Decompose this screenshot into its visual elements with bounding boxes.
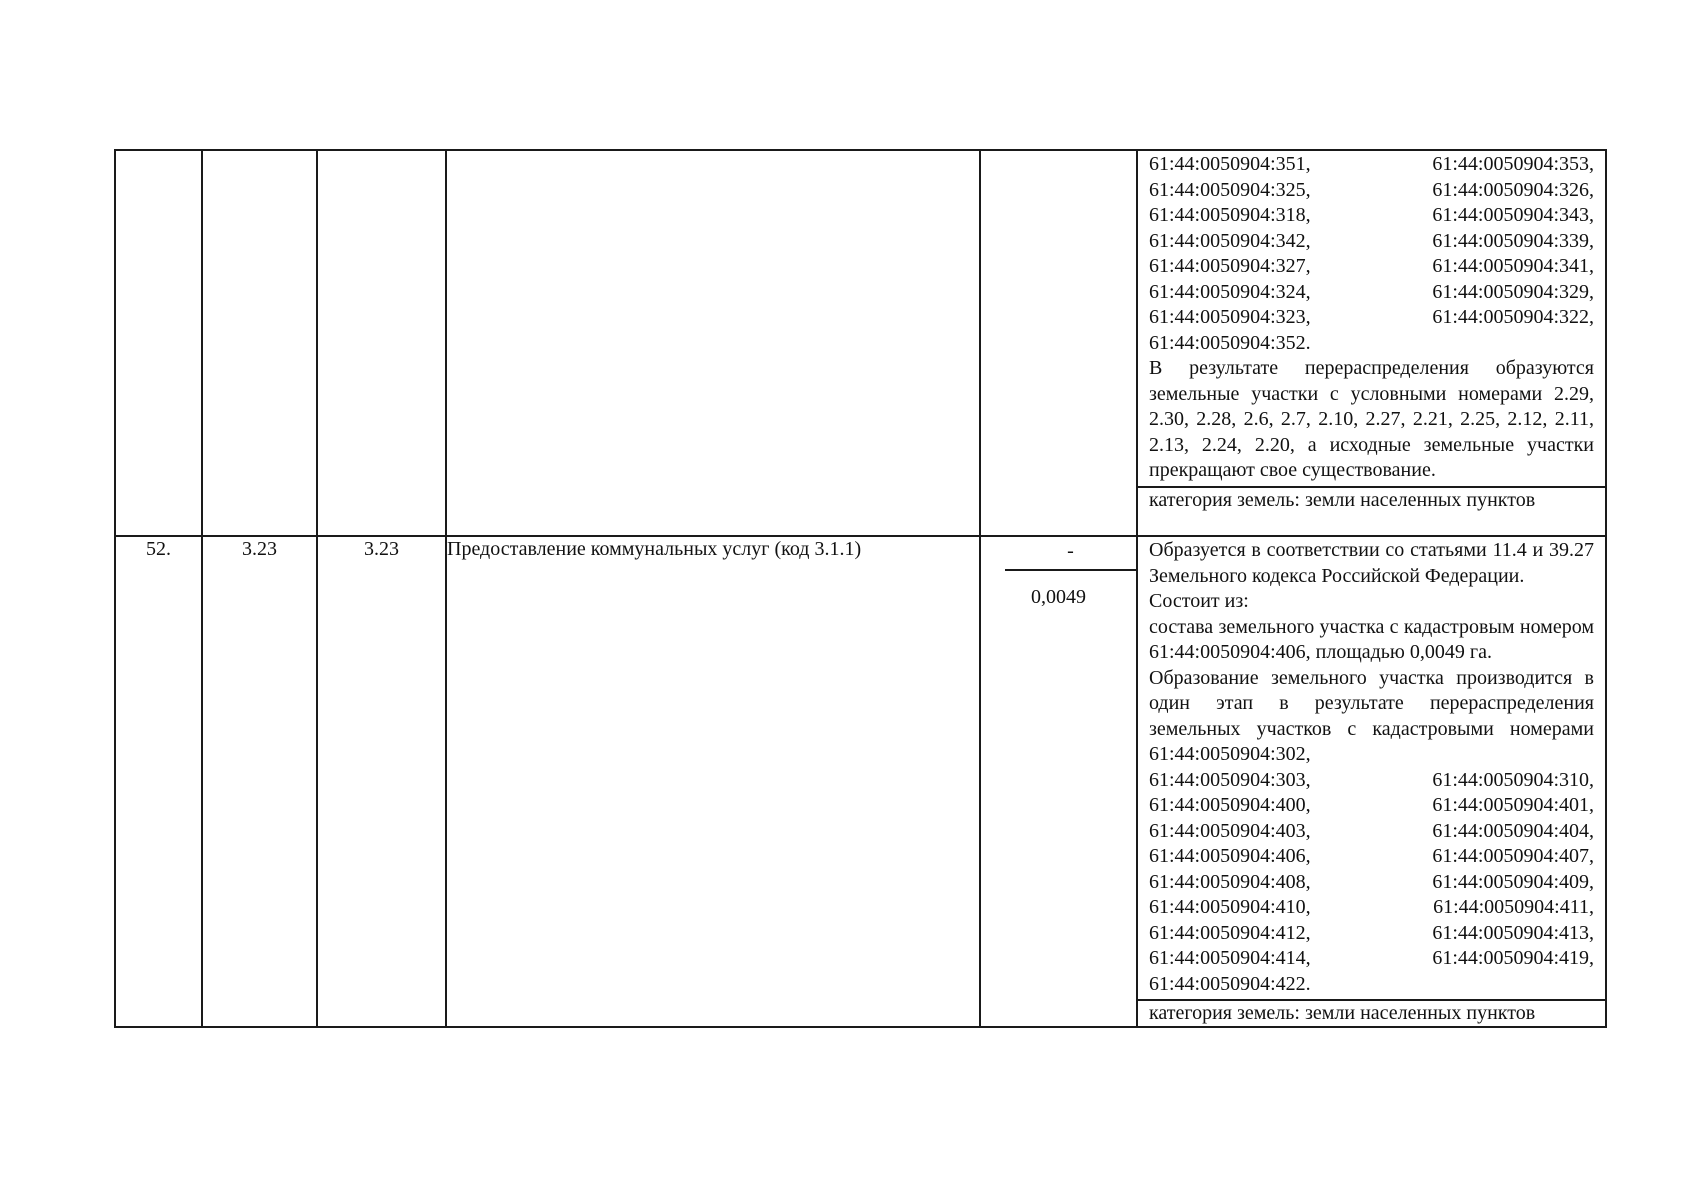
cadastral-number: 61:44:0050904:324, xyxy=(1149,280,1311,303)
cadastral-number: 61:44:0050904:327, xyxy=(1149,255,1311,277)
cadastral-number-pair xyxy=(1149,895,1594,921)
cadastral-number-list xyxy=(1149,152,1594,331)
cadastral-number: 61:44:0050904:342, xyxy=(1149,229,1311,252)
zone-number-cell: 3.23 xyxy=(202,536,317,1027)
cadastral-number-pair xyxy=(1149,819,1594,845)
cadastral-number-pair xyxy=(1149,305,1594,331)
row-number-cell: 52. xyxy=(115,536,202,1027)
cadastral-number-pair xyxy=(1149,229,1594,255)
cadastral-number: 61:44:0050904:406, xyxy=(1149,845,1311,867)
table-row-continuation xyxy=(115,150,1606,536)
cadastral-number: 61:44:0050904:403, xyxy=(1149,819,1311,842)
cadastral-number-pair xyxy=(1149,870,1594,896)
cadastral-number: 61:44:0050904:353, xyxy=(1432,153,1594,175)
cadastral-number: 61:44:0050904:408, xyxy=(1149,870,1311,893)
cadastral-number: 61:44:0050904:325, xyxy=(1149,178,1311,201)
cadastral-number-last: 61:44:0050904:352. xyxy=(1149,331,1311,354)
cadastral-number-pair xyxy=(1149,152,1594,178)
table-row-52 xyxy=(115,536,1606,1027)
cadastral-number: 61:44:0050904:310, xyxy=(1432,768,1594,791)
area-formed: 0,0049 xyxy=(1031,586,1086,608)
cadastral-number: 61:44:0050904:341, xyxy=(1432,255,1594,277)
cadastral-number: 61:44:0050904:343, xyxy=(1432,204,1594,226)
cadastral-number: 61:44:0050904:412, xyxy=(1149,921,1311,944)
description-cell xyxy=(1137,536,1606,1027)
description-cell xyxy=(1137,150,1606,536)
cadastral-number: 61:44:0050904:401, xyxy=(1432,794,1594,816)
cadastral-number: 61:44:0050904:339, xyxy=(1432,229,1594,252)
cadastral-number: 61:44:0050904:410, xyxy=(1149,896,1311,918)
cadastral-number: 61:44:0050904:411, xyxy=(1433,896,1594,918)
cadastral-number: 61:44:0050904:400, xyxy=(1149,794,1311,816)
cadastral-number-list xyxy=(1149,768,1594,972)
cadastral-number: 61:44:0050904:318, xyxy=(1149,204,1311,226)
cadastral-number: 61:44:0050904:404, xyxy=(1432,819,1594,842)
zone-number-cell xyxy=(202,150,317,536)
cadastral-number-pair xyxy=(1149,203,1594,229)
land-category: категория земель: земли населенных пунктов xyxy=(1138,999,1605,1026)
land-plots-table xyxy=(114,149,1607,1028)
cadastral-number-pair xyxy=(1149,178,1594,204)
formation-basis-text: Образуется в соответствии со статьями 11.4 и 39.27 Земельного кодекса Российской Федерации. xyxy=(1149,539,1594,587)
cadastral-number: 61:44:0050904:414, xyxy=(1149,947,1311,969)
permitted-use-cell: Предоставление коммунальных услуг (код 3.1.1) xyxy=(446,536,980,1027)
permitted-use-cell xyxy=(446,150,980,536)
lot-number-cell xyxy=(317,150,446,536)
cadastral-number-pair xyxy=(1149,768,1594,794)
cadastral-number: 61:44:0050904:407, xyxy=(1432,845,1594,867)
cadastral-number: 61:44:0050904:323, xyxy=(1149,306,1311,328)
area-cell xyxy=(980,150,1137,536)
consists-text: состава земельного участка с кадастровым номером 61:44:0050904:406, площадью 0,0049 га. xyxy=(1149,615,1594,663)
cadastral-number: 61:44:0050904:413, xyxy=(1432,921,1594,944)
formation-procedure-text: Образование земельного участка производится в один этап в результате перераспределения земельных участков с кадастровыми номерами 61:44:0050904:302, xyxy=(1149,666,1594,765)
lot-number-cell: 3.23 xyxy=(317,536,446,1027)
cadastral-number-pair xyxy=(1149,921,1594,947)
cadastral-number-pair xyxy=(1149,280,1594,306)
cadastral-number: 61:44:0050904:322, xyxy=(1432,306,1594,328)
consists-label: Состоит из: xyxy=(1149,590,1249,612)
area-cell xyxy=(980,536,1137,1027)
area-existing: - xyxy=(1005,537,1136,571)
cadastral-number: 61:44:0050904:303, xyxy=(1149,768,1311,791)
row-number-cell xyxy=(115,150,202,536)
redistribution-result-text: В результате перераспределения образуются земельные участки с условными номерами 2.29, 2.30, 2.28, 2.6, 2.7, 2.10, 2.27, 2.21, 2.25, 2.12, 2.11, 2.13, 2.24, 2.20, а исходные земельные участки прекращают свое существование. xyxy=(1149,357,1594,481)
description-text xyxy=(1138,151,1605,486)
land-category: категория земель: земли населенных пунктов xyxy=(1138,486,1605,513)
cadastral-number: 61:44:0050904:409, xyxy=(1432,870,1594,893)
cadastral-number: 61:44:0050904:419, xyxy=(1432,947,1594,969)
cadastral-number-pair xyxy=(1149,844,1594,870)
cadastral-number-pair xyxy=(1149,793,1594,819)
cadastral-number: 61:44:0050904:351, xyxy=(1149,153,1311,175)
cadastral-number-last: 61:44:0050904:422. xyxy=(1149,972,1311,995)
cadastral-number-pair xyxy=(1149,254,1594,280)
cadastral-number: 61:44:0050904:329, xyxy=(1432,280,1594,303)
cadastral-number-pair xyxy=(1149,946,1594,972)
description-text xyxy=(1138,537,1605,999)
cadastral-number: 61:44:0050904:326, xyxy=(1432,178,1594,201)
